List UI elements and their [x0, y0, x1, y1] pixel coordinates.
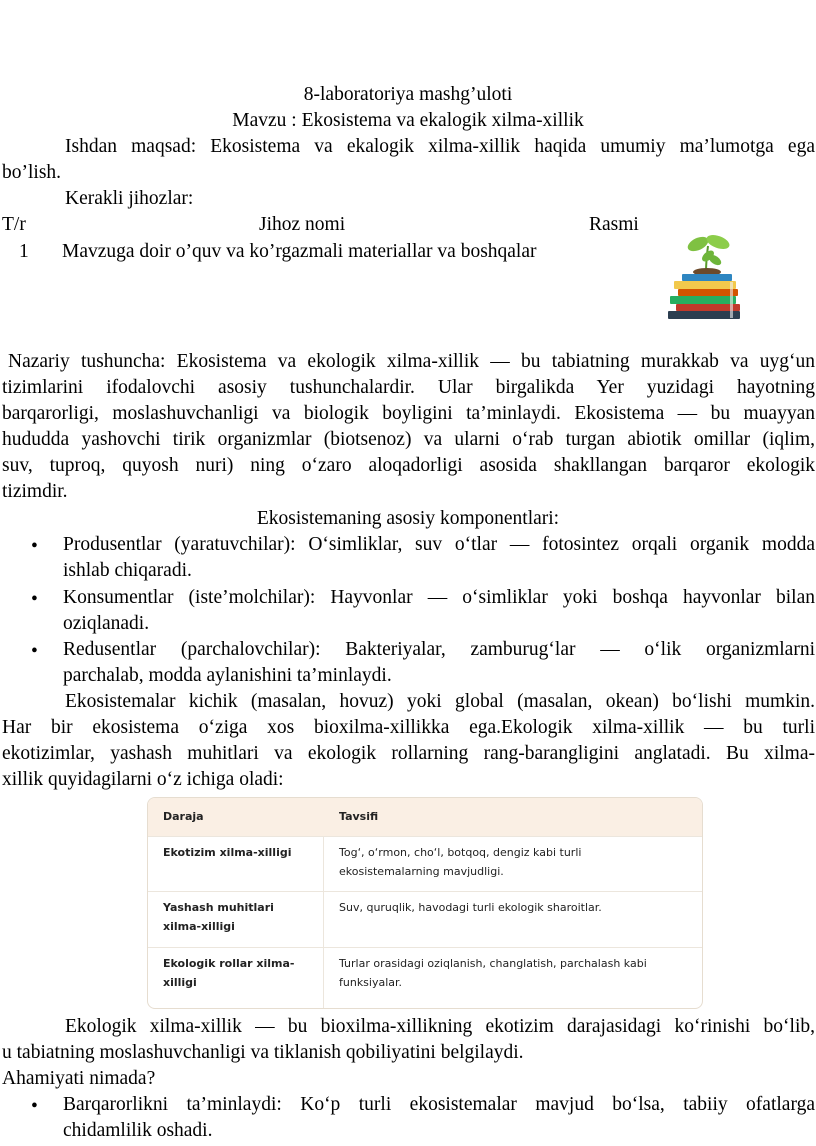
table-cell-description: Tog‘, o‘rmon, cho‘l, botqoq, dengiz kabi turli ekosistemalarning mavjudligi.	[339, 846, 582, 878]
diversity-table	[147, 797, 703, 1009]
theory-paragraph	[2, 349, 815, 505]
component-line: Produsentlar (yaratuvchilar): O‘simliklar, suv o‘tlar — fotosintez orqali organik modda	[63, 534, 815, 555]
component-line: Redusentlar (parchalovchilar): Bakteriyalar, zamburug‘lar — o‘lik organizmlarni	[63, 639, 815, 660]
component-item	[63, 637, 815, 689]
scale-line: Har bir ekosistema o‘ziga xos bioxilma-xillikka ega.Ekologik xilma-xillik — bu turli	[2, 717, 815, 738]
component-line: Konsumentlar (iste’molchilar): Hayvonlar — o‘simliklar yoki boshqa hayvonlar bilan	[63, 587, 815, 608]
scale-line: Ekosistemalar kichik (masalan, hovuz) yoki global (masalan, okean) bo‘lishi mumkin.	[65, 691, 815, 712]
bullet-mark: •	[31, 1096, 38, 1117]
importance-item	[63, 1092, 815, 1144]
equipment-col-image: Rasmi	[589, 214, 639, 235]
importance-heading: Ahamiyati nimada?	[2, 1068, 156, 1089]
equipment-heading: Kerakli jihozlar:	[65, 188, 194, 209]
equipment-row-name: Mavzuga doir o’quv va ko’rgazmali materiallar va boshqalar	[62, 241, 537, 262]
theory-line: hududda yashovchi tirik organizmlar (biotsenoz) va ularni o‘rab turgan abiotik omillar (iqlim,	[2, 429, 815, 450]
conclusion-line: u tabiatning moslashuvchanligi va tiklanish qobiliyatini belgilaydi.	[2, 1042, 524, 1063]
books-plant-image	[660, 232, 748, 322]
topic-title: Mavzu : Ekosistema va ekalogik xilma-xillik	[232, 110, 584, 131]
importance-line: Barqarorlikni ta’minlaydi: Ko‘p turli ekosistemalar mavjud bo‘lsa, tabiiy ofatlarga	[63, 1094, 815, 1115]
component-line: oziqlanadi.	[63, 613, 150, 634]
aim-line: Ishdan maqsad: Ekosistema va ekalogik xilma-xillik haqida umumiy ma’lumotga ega	[65, 136, 815, 157]
table-header-description: Tavsifi	[339, 810, 379, 823]
bullet-mark: •	[31, 589, 38, 610]
conclusion-paragraph	[2, 1014, 815, 1066]
theory-line: tizimdir.	[2, 481, 68, 502]
scale-line: xillik quyidagilarni o‘z ichiga oladi:	[2, 769, 284, 790]
theory-line: tizimlarini ifodalovchi asosiy tushunchalardir. Ular birgalikda Yer yuzidagi hayotning	[2, 377, 815, 398]
table-header-row	[148, 798, 702, 836]
components-heading: Ekosistemaning asosiy komponentlari:	[256, 508, 560, 529]
bullet-mark: •	[31, 641, 38, 662]
conclusion-line: Ekologik xilma-xillik — bu bioxilma-xillikning ekotizim darajasidagi ko‘rinishi bo‘lib,	[65, 1016, 815, 1037]
component-line: parchalab, modda aylanishini ta’minlaydi.	[63, 665, 392, 686]
table-cell-level: Ekologik rollar xilma-xilligi	[163, 957, 295, 989]
component-item	[63, 532, 815, 584]
theory-line: barqarorligi, moslashuvchanligi va biologik boyligini ta’minlaydi. Ekosistema — bu muayyan	[2, 403, 815, 424]
equipment-col-name: Jihoz nomi	[259, 214, 346, 235]
table-cell-level: Yashash muhitlari xilma-xilligi	[163, 901, 274, 933]
aim-line: bo’lish.	[2, 162, 62, 183]
table-row	[148, 891, 702, 948]
bullet-mark: •	[31, 536, 38, 557]
equipment-row-num: 1	[19, 241, 29, 262]
lab-title: 8-laboratoriya mashg’uloti	[303, 84, 513, 105]
importance-line: chidamlilik oshadi.	[63, 1120, 213, 1141]
table-row	[148, 947, 702, 1009]
table-header-level: Daraja	[163, 810, 204, 823]
scale-paragraph	[2, 689, 815, 793]
table-row	[148, 836, 702, 892]
table-cell-description: Turlar orasidagi oziqlanish, changlatish, parchalash kabi funksiyalar.	[339, 957, 647, 989]
component-item	[63, 585, 815, 637]
table-cell-level: Ekotizim xilma-xilligi	[163, 846, 292, 859]
theory-line: suv, tuproq, quyosh nuri) ning o‘zaro aloqadorligi asosida shakllangan barqaror ekologik	[2, 455, 815, 476]
theory-line: Nazariy tushuncha: Ekosistema va ekologik xilma-xillik — bu tabiatning murakkab va uyg‘un	[8, 351, 815, 372]
equipment-col-num: T/r	[2, 214, 26, 235]
component-line: ishlab chiqaradi.	[63, 560, 192, 581]
table-cell-description: Suv, quruqlik, havodagi turli ekologik sharoitlar.	[339, 901, 602, 914]
scale-line: ekotizimlar, yashash muhitlari va ekologik rollarning rang-barangligini anglatadi. Bu xilma-	[2, 743, 815, 764]
aim-paragraph	[2, 134, 815, 186]
